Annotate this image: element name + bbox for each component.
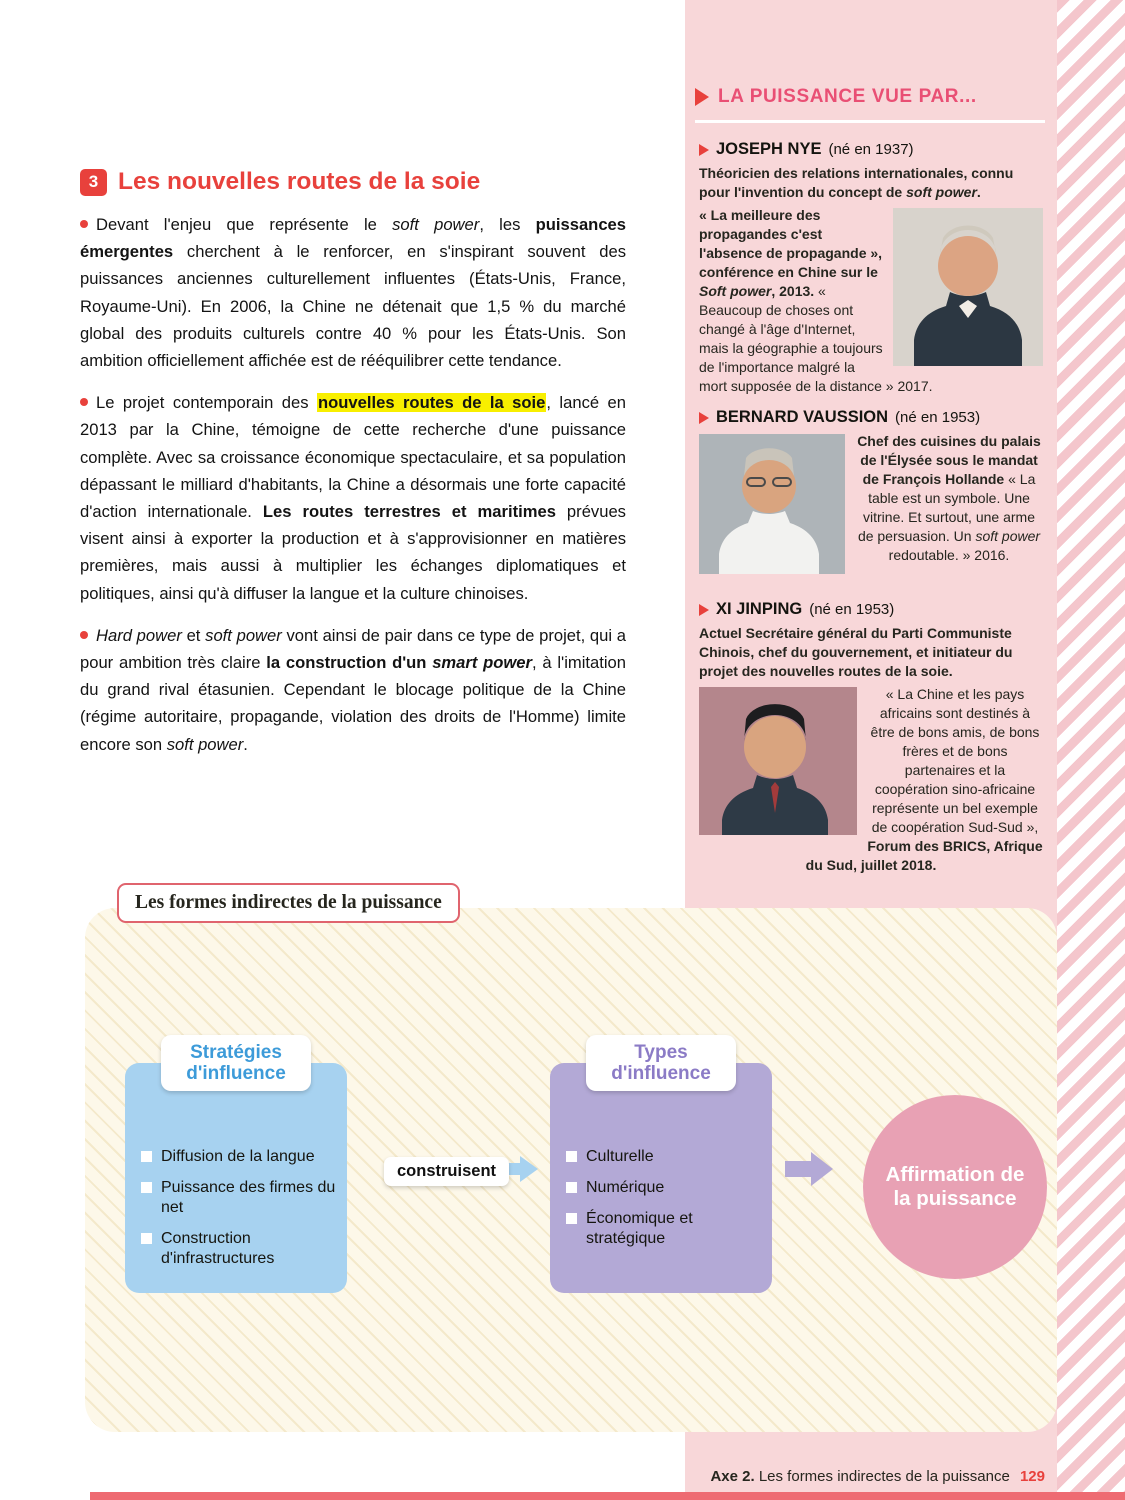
profile-header	[699, 408, 1043, 427]
profile-quote-block	[699, 685, 1043, 875]
profile-birth: (né en 1953)	[809, 601, 895, 618]
profile-name: BERNARD VAUSSION	[716, 408, 889, 426]
square-bullet-icon	[566, 1182, 577, 1193]
paragraph	[80, 211, 626, 374]
square-bullet-icon	[566, 1213, 577, 1224]
diagram-result-label: Affirmation de la puissance	[885, 1163, 1025, 1210]
paragraph	[80, 389, 626, 607]
xi-jinping-photo	[699, 687, 857, 840]
profile-quote-block	[699, 432, 1043, 583]
diagram-box-strategies-header: Stratégies d'influence	[161, 1035, 311, 1091]
diagram-box-types	[550, 1042, 772, 1293]
profile-birth: (né en 1953)	[895, 409, 981, 426]
diagram-item	[141, 1229, 337, 1269]
profile-description: Théoricien des relations internationales, connu pour l'invention du concept de soft power.	[699, 165, 1014, 200]
profile-quote: « La meilleure des propagandes c'est l'absence de propagande », conférence en Chine sur le Soft power, 2013. « Beaucoup de choses ont changé à l'âge d'Internet, mais la géographie a toujours de l'importance malgré la mort supposée de la distance » 2017.	[699, 207, 933, 394]
sidebar-header	[695, 86, 1045, 123]
diagram-item-label: Puissance des firmes du net	[161, 1179, 336, 1216]
profile-header	[699, 600, 1043, 619]
bernard-vaussion-photo	[699, 434, 845, 579]
profile-name: JOSEPH NYE	[716, 140, 822, 158]
arrow-right-icon	[506, 1156, 538, 1182]
paragraph	[80, 622, 626, 758]
profile-birth: (né en 1937)	[828, 141, 914, 158]
profile-xi-jinping	[699, 600, 1043, 875]
diagram-item-label: Culturelle	[586, 1148, 654, 1165]
bottom-color-bar	[90, 1492, 1125, 1500]
diagram-item-label: Numérique	[586, 1179, 665, 1196]
diagram-item	[141, 1178, 337, 1218]
profile-description: Actuel Secrétaire général du Parti Communiste Chinois, chef du gouvernement, et initiateur du projet des nouvelles routes de la soie.	[699, 625, 1013, 679]
profile-quote: Chef des cuisines du palais de l'Élysée sous le mandat de François Hollande « La table est un symbole. Une vitrine. Et surtout, une arme de persuasion. Un soft power redoutable. » 2016.	[857, 433, 1041, 563]
bullet-icon	[80, 220, 88, 228]
diagram-item	[566, 1147, 762, 1167]
diagram-item	[141, 1147, 337, 1167]
diagram-formes-indirectes	[85, 892, 1057, 1432]
triangle-bullet-icon	[699, 144, 709, 156]
square-bullet-icon	[566, 1151, 577, 1162]
profile-quote-block	[699, 206, 1043, 396]
profile-header	[699, 140, 1043, 159]
page-footer	[710, 1468, 1045, 1485]
diagram-connector-label: construisent	[384, 1157, 509, 1186]
diagram-item-label: Diffusion de la langue	[161, 1148, 315, 1165]
decorative-hatch-strip	[1057, 0, 1125, 1500]
profile-bernard-vaussion	[699, 408, 1043, 583]
triangle-bullet-icon	[695, 88, 709, 106]
diagram-item	[566, 1209, 762, 1249]
profile-name: XI JINPING	[716, 600, 803, 618]
main-text-column	[80, 168, 626, 758]
diagram-box-types-header: Types d'influence	[586, 1035, 736, 1091]
bullet-icon	[80, 631, 88, 639]
diagram-box-strategies	[125, 1042, 347, 1293]
section-title: Les nouvelles routes de la soie	[118, 168, 481, 195]
section-number-badge: 3	[80, 169, 107, 196]
diagram-result-circle	[863, 1095, 1047, 1279]
sidebar-header-title: LA PUISSANCE VUE PAR...	[718, 86, 977, 107]
joseph-nye-photo	[893, 208, 1043, 371]
section-heading	[80, 168, 626, 196]
profile-joseph-nye	[699, 140, 1043, 396]
profile-quote: « La Chine et les pays africains sont destinés à être de bons amis, de bons frères et de bons partenaires et la coopération sino-africaine représente un bel exemple de coopération Sud-Sud », Forum des BRICS, Afrique du Sud, juillet 2018.	[805, 686, 1043, 873]
diagram-item-label: Construction d'infrastructures	[161, 1230, 275, 1267]
footer-axe: Axe 2.	[710, 1468, 755, 1485]
square-bullet-icon	[141, 1151, 152, 1162]
paragraph-text: Hard power et soft power vont ainsi de pair dans ce type de projet, qui a pour ambition très claire la construction d'un smart power, à l'imitation du grand rival étasunien. Cependant le blocage politique de la Chine (régime autoritaire, propagande, violation des droits de l'Homme) limite encore son soft power.	[80, 625, 627, 754]
diagram-item	[566, 1178, 762, 1198]
triangle-bullet-icon	[699, 604, 709, 616]
diagram-item-label: Économique et stratégique	[586, 1210, 693, 1247]
diagram-title: Les formes indirectes de la puissance	[117, 883, 460, 923]
footer-page-number: 129	[1019, 1468, 1045, 1485]
square-bullet-icon	[141, 1233, 152, 1244]
paragraph-text: Le projet contemporain des nouvelles routes de la soie, lancé en 2013 par la Chine, témoigne de cette recherche d'une puissance complète. Avec sa croissance économique spectaculaire, et sa population dépassant le milliard d'habitants, la Chine a désormais une forte capacité d'action internationale. Les routes terrestres et maritimes prévues visent ainsi à exporter la production et à s'approvisionner en matières premières, mais aussi à multiplier les échanges diplomatiques et politiques, ainsi qu'à diffuser la langue et la culture chinoises.	[80, 393, 626, 603]
arrow-right-icon	[785, 1152, 833, 1186]
footer-label: Les formes indirectes de la puissance	[758, 1468, 1010, 1485]
triangle-bullet-icon	[699, 412, 709, 424]
square-bullet-icon	[141, 1182, 152, 1193]
diagram-box-strategies-items	[125, 1063, 347, 1269]
bullet-icon	[80, 398, 88, 406]
paragraph-text: Devant l'enjeu que représente le soft power, les puissances émergentes cherchent à le renforcer, en s'inspirant souvent des puissances anciennes culturellement influentes (États-Unis, France, Royaume-Uni). En 2006, la Chine ne détenait que 1,5 % du marché global des produits culturels contre 40 % pour les États-Unis. Son ambition officiellement affichée est de rééquilibrer cette tendance.	[80, 215, 626, 371]
